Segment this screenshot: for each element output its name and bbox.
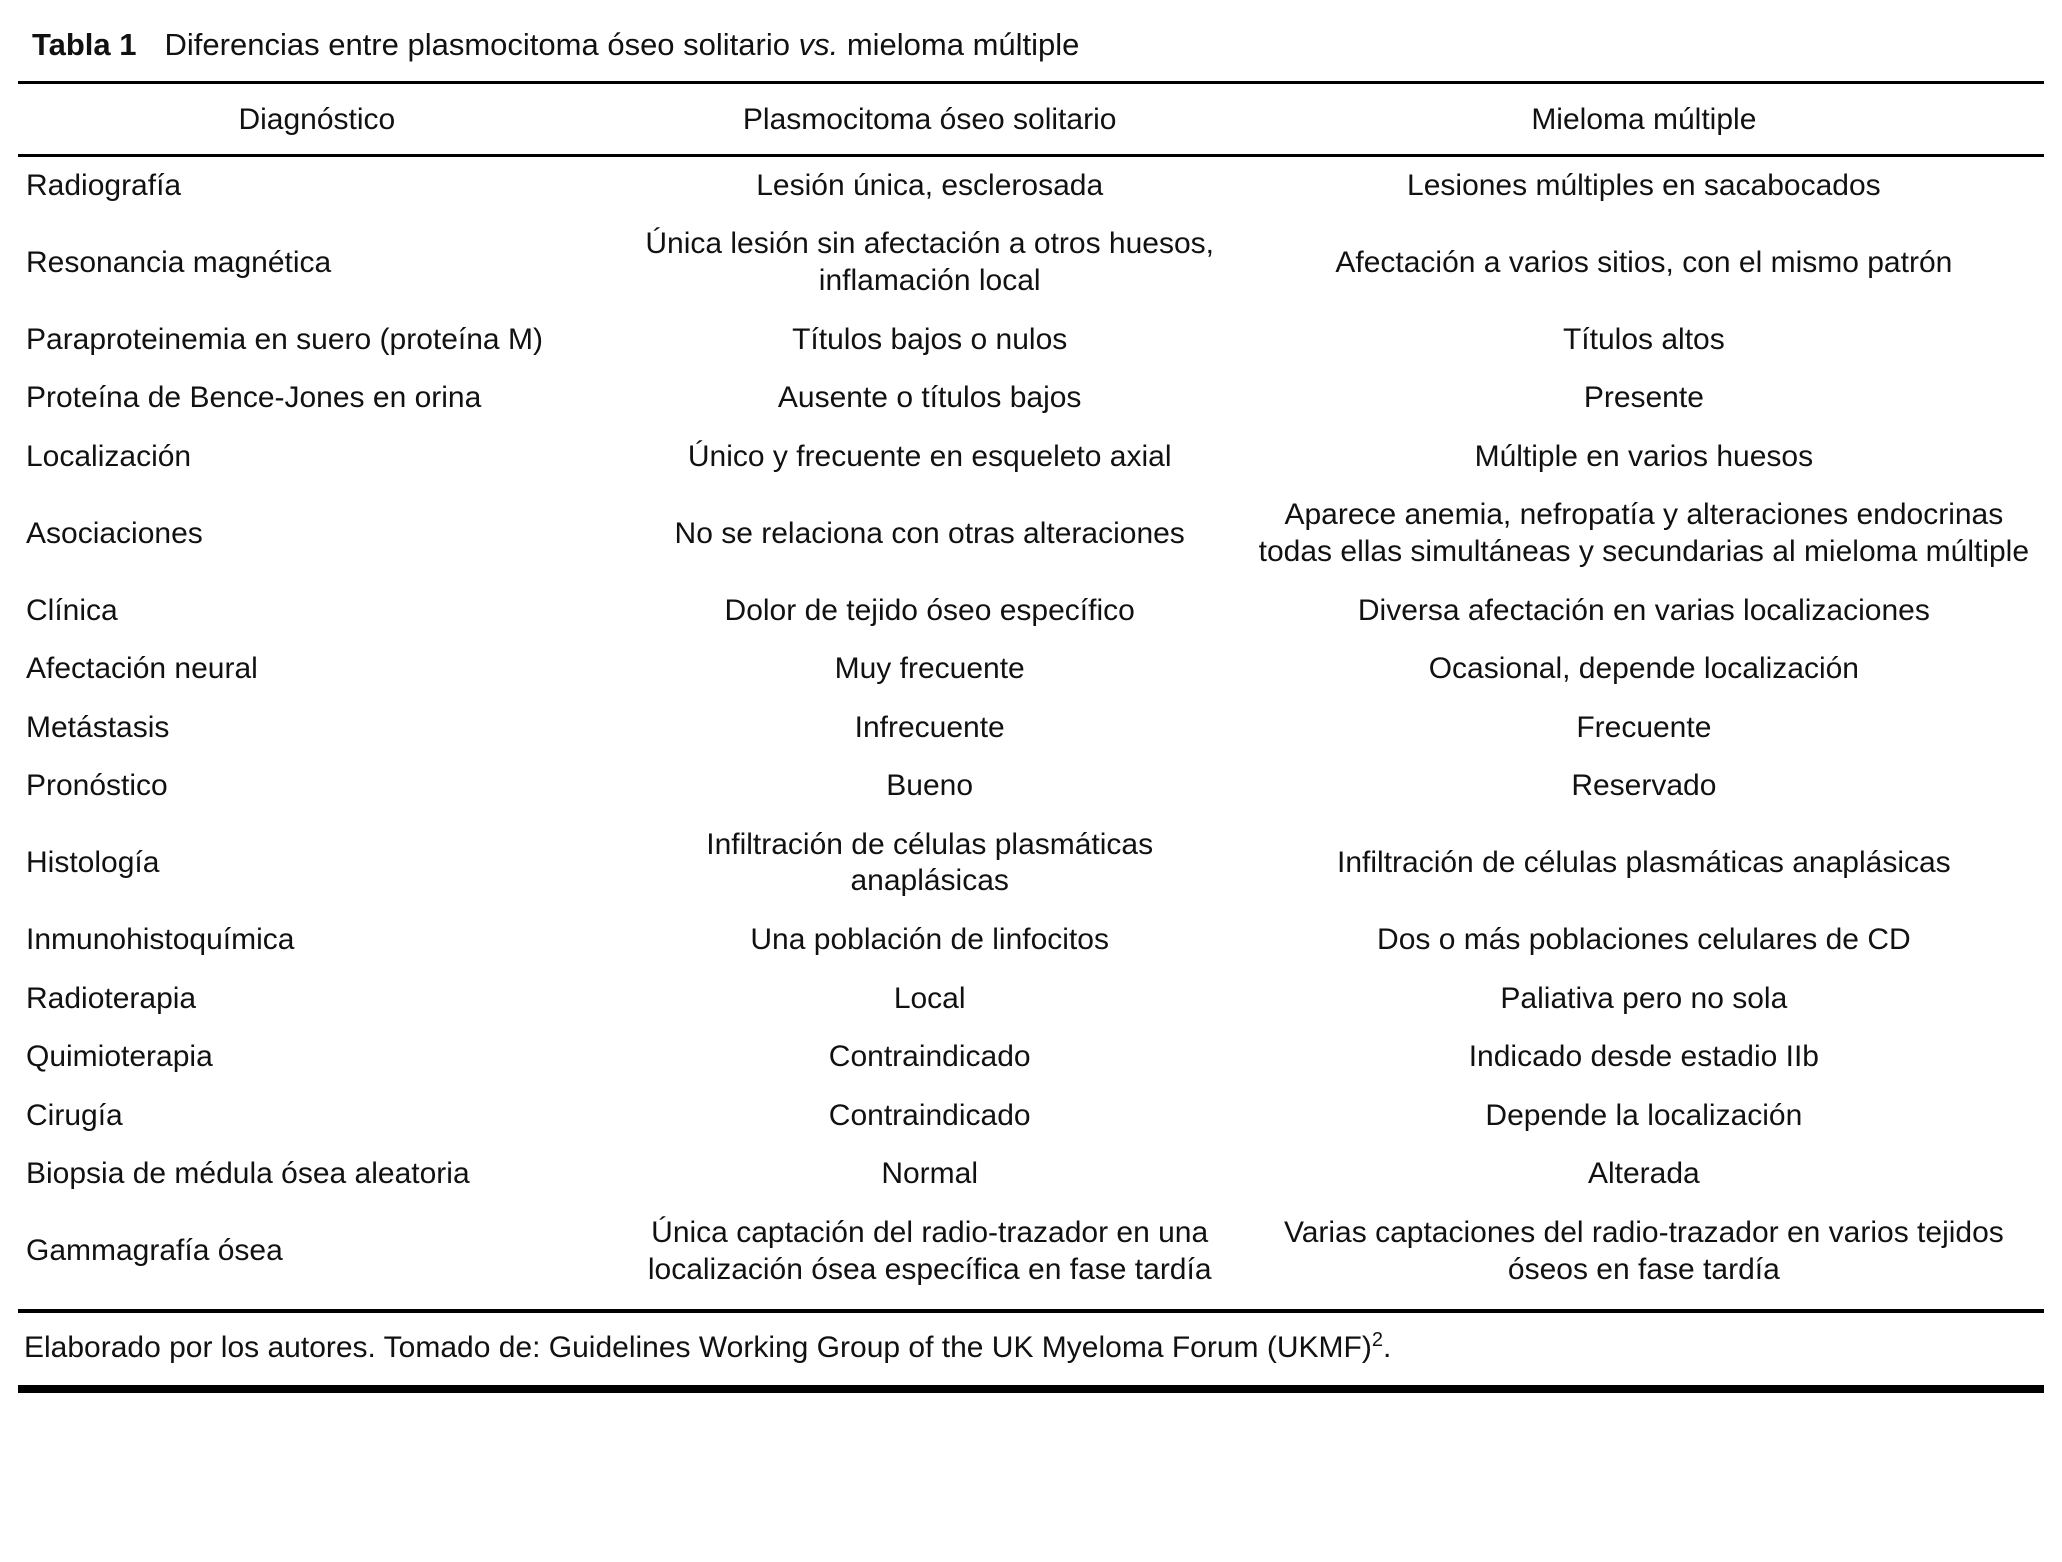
cell-mieloma: Lesiones múltiples en sacabocados [1407,168,1881,202]
cell-plasmocitoma: Bueno [886,769,974,803]
cell-mieloma: Indicado desde estadio IIb [1468,1040,1819,1074]
cell-mieloma: Frecuente [1576,710,1712,744]
cell-diagnostico: Proteína de Bence-Jones en orina [26,381,482,415]
cell-diagnostico: Pronóstico [26,769,168,803]
table-row [18,311,2044,370]
comparison-table [18,84,2044,154]
cell-plasmocitoma: Única captación del radio-trazador en una localización ósea específica en fase tardía [647,1216,1212,1286]
table-caption [18,10,2044,81]
table-label: Tabla 1 [32,27,137,62]
table-row [18,486,2044,581]
header-row [18,84,2044,154]
cell-diagnostico: Biopsia de médula ósea aleatoria [26,1157,470,1191]
table-row [18,970,2044,1029]
cell-mieloma: Ocasional, depende localización [1428,652,1859,686]
cell-plasmocitoma: Contraindicado [828,1040,1031,1074]
cell-plasmocitoma: Local [893,981,966,1015]
cell-diagnostico: Quimioterapia [26,1040,213,1074]
table-row [18,369,2044,428]
cell-plasmocitoma: Contraindicado [828,1098,1031,1132]
cell-plasmocitoma: Una población de linfocitos [750,923,1109,957]
column-header-mieloma: Mieloma múltiple [1531,102,1757,136]
cell-plasmocitoma: Ausente o títulos bajos [777,381,1082,415]
table-row [18,911,2044,970]
comparison-table-body [18,157,2044,1299]
cell-mieloma: Aparece anemia, nefropatía y alteraciones endocrinas todas ellas simultáneas y secundarias al mieloma múltiple [1258,498,2030,568]
title-text-part: Diferencias entre plasmocitoma óseo solitario [164,27,799,62]
table-row [18,157,2044,216]
table-row [18,1145,2044,1204]
table-row [18,215,2044,310]
table-row [18,816,2044,911]
cell-diagnostico: Metástasis [26,710,170,744]
cell-mieloma: Paliativa pero no sola [1500,981,1788,1015]
column-header-diagnostico: Diagnóstico [238,102,396,136]
cell-mieloma: Múltiple en varios huesos [1474,439,1814,473]
cell-mieloma: Títulos altos [1562,322,1725,356]
column-header-plasmocitoma: Plasmocitoma óseo solitario [742,102,1117,136]
cell-diagnostico: Cirugía [26,1098,123,1132]
table-footnote [18,1313,2044,1385]
cell-diagnostico: Resonancia magnética [26,245,332,279]
cell-diagnostico: Clínica [26,593,118,627]
title-text-part: mieloma múltiple [838,27,1080,62]
cell-plasmocitoma: Dolor de tejido óseo específico [724,593,1135,627]
cell-diagnostico: Afectación neural [26,652,258,686]
table-row [18,1028,2044,1087]
cell-mieloma: Varias captaciones del radio-trazador en varios tejidos óseos en fase tardía [1283,1216,2004,1286]
cell-diagnostico: Radiografía [26,168,182,202]
cell-plasmocitoma: Normal [881,1157,979,1191]
cell-plasmocitoma: Infiltración de células plasmáticas anaplásicas [706,827,1154,898]
table-row [18,640,2044,699]
table-row [18,428,2044,487]
table-title-text [165,27,1080,62]
cell-diagnostico: Asociaciones [26,516,203,550]
cell-plasmocitoma: Lesión única, esclerosada [756,168,1104,202]
cell-diagnostico: Histología [26,846,160,880]
footnote-superscript: 2 [1371,1329,1383,1352]
cell-mieloma: Dos o más poblaciones celulares de CD [1377,923,1911,957]
table-row [18,699,2044,758]
cell-mieloma: Reservado [1571,769,1717,803]
table-row [18,757,2044,816]
cell-mieloma: Alterada [1587,1157,1700,1191]
title-text-italic: vs. [798,27,839,62]
cell-plasmocitoma: Infrecuente [854,710,1005,744]
cell-diagnostico: Localización [26,439,192,473]
cell-plasmocitoma: Único y frecuente en esqueleto axial [687,439,1172,473]
cell-diagnostico: Gammagrafía ósea [26,1234,283,1268]
cell-plasmocitoma: No se relaciona con otras alteraciones [674,516,1185,550]
cell-plasmocitoma: Muy frecuente [834,652,1025,686]
cell-mieloma: Depende la localización [1485,1098,1803,1132]
table-row [18,1204,2044,1299]
footnote-period: . [1382,1331,1392,1365]
cell-plasmocitoma: Títulos bajos o nulos [792,322,1068,356]
footnote-text: Elaborado por los autores. Tomado de: Guidelines Working Group of the UK Myeloma Forum (UKMF) [24,1331,1372,1365]
table-row [18,1087,2044,1146]
cell-plasmocitoma: Única lesión sin afectación a otros huesos, inflamación local [645,227,1214,297]
table-row [18,582,2044,641]
table-header [18,84,2044,154]
cell-mieloma: Presente [1583,381,1704,415]
cell-diagnostico: Paraproteinemia en suero (proteína M) [26,322,543,356]
cell-mieloma: Afectación a varios sitios, con el mismo patrón [1335,245,1953,279]
cell-diagnostico: Radioterapia [26,981,197,1015]
cell-mieloma: Infiltración de células plasmáticas anaplásicas [1337,846,1951,880]
cell-mieloma: Diversa afectación en varias localizaciones [1357,593,1930,627]
cell-diagnostico: Inmunohistoquímica [26,923,295,957]
divider-bottom [18,1385,2044,1393]
